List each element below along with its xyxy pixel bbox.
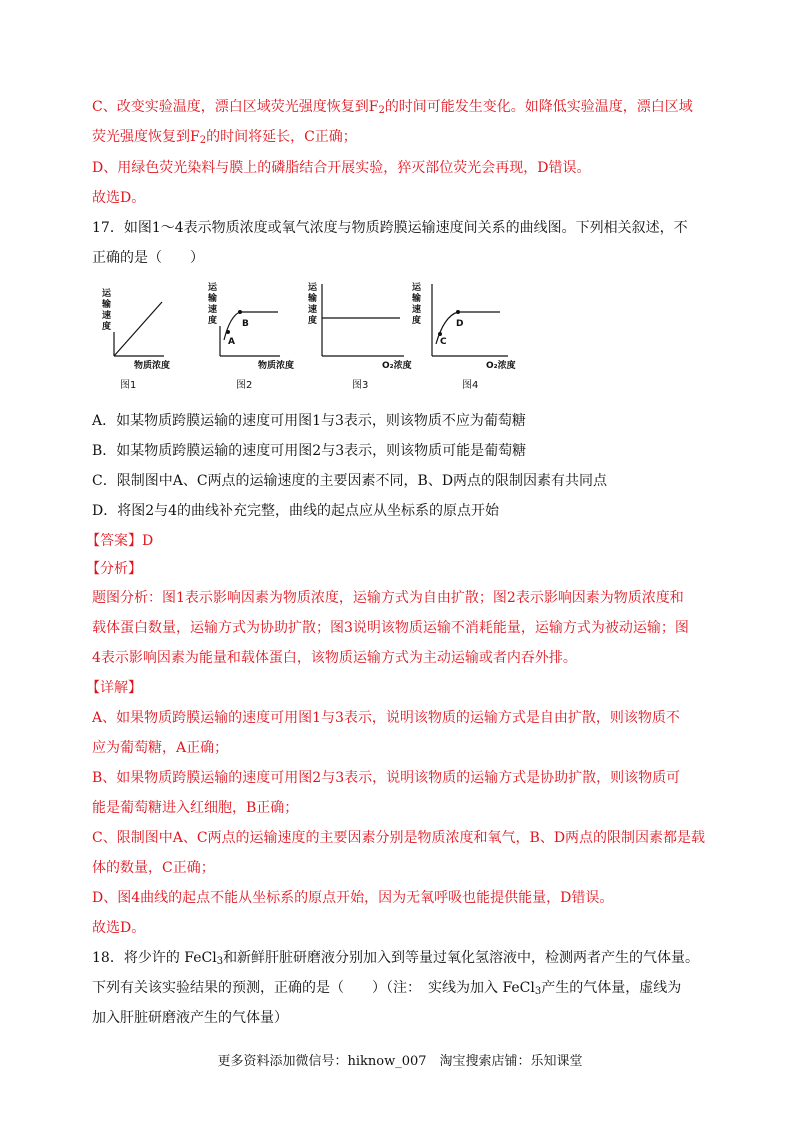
q17-analysis-2: 载体蛋白数量，运输方式为协助扩散；图3说明该物质运输不消耗能量，运输方式为被动运输；图 xyxy=(92,620,689,636)
figure-3 xyxy=(308,280,418,404)
q18-stem-line3: 加入肝脏研磨液产生的气体量） xyxy=(92,1010,288,1026)
q17-detail-2: 应为葡萄糖，A正确； xyxy=(92,740,229,756)
fig3-ylabel-3: 速 xyxy=(308,305,318,315)
fig3-ylabel-2: 输 xyxy=(308,294,318,304)
fig1-ylabel-3: 速 xyxy=(102,311,112,321)
page-footer: 更多资料添加微信号：hiknow_007 淘宝搜索店铺：乐知课堂 xyxy=(217,1054,583,1069)
fig1-ylabel-1: 运 xyxy=(102,289,112,299)
q17-stem-line1: 17．如图1～4表示物质浓度或氧气浓度与物质跨膜运输速度间关系的曲线图。下列相关叙述，不 xyxy=(92,220,688,236)
q17-detail-3: B、如果物质跨膜运输的速度可用图2与3表示，说明该物质的运输方式是协助扩散，则该物质可 xyxy=(92,770,681,786)
fig1-curve xyxy=(114,302,162,356)
q17-detail-5: C、限制图中A、C两点的运输速度的主要因素分别是物质浓度和氧气，B、D两点的限制因素都是载 xyxy=(92,830,706,846)
q17-analysis-title: 【分析】 xyxy=(86,561,142,577)
fig2-caption: 图2 xyxy=(236,380,253,391)
fig2-curve xyxy=(224,312,278,340)
fig4-ylabel-1: 运 xyxy=(412,283,422,293)
fig2-ylabel-4: 度 xyxy=(208,316,218,326)
q17-stem-line2: 正确的是（ ） xyxy=(92,250,204,266)
q17-option-c: C．限制图中A、C两点的运输速度的主要因素不同，B、D两点的限制因素有共同点 xyxy=(92,473,608,489)
q18-stem-line1: 18．将少许的 FeCl$_3$和新鲜肝脏研磨液分别加入到等量过氧化氢溶液中，检测两者产生的气体量。 xyxy=(92,950,700,967)
fig1-ylabel-4: 度 xyxy=(102,322,112,332)
fig2-ylabel-2: 输 xyxy=(208,294,218,304)
explanation-d: D、用绿色荧光染料与膜上的磷脂结合开展实验，猝灭部位荧光会再现，D错误。 xyxy=(92,160,591,176)
q17-detail-1: A、如果物质跨膜运输的速度可用图1与3表示，说明该物质的运输方式是自由扩散，则该物质不 xyxy=(92,710,680,726)
q17-detail-6: 体的数量，C正确； xyxy=(92,860,215,876)
q17-option-a: A．如某物质跨膜运输的速度可用图1与3表示，则该物质不应为葡萄糖 xyxy=(92,413,526,429)
fig2-point-a xyxy=(226,330,230,334)
fig2-label-a: A xyxy=(228,337,235,347)
fig2-label-b: B xyxy=(242,319,249,329)
q17-detail-4: 能是葡萄糖进入红细胞，B正确； xyxy=(92,800,299,816)
q17-analysis-3: 4表示影响因素为能量和载体蛋白，该物质运输方式为主动运输或者内吞外排。 xyxy=(92,650,577,666)
fig2-xlabel: 物质浓度 xyxy=(258,361,295,371)
explanation-c-line2: 荧光强度恢复到$F_2$的时间将延长，C正确； xyxy=(92,129,357,146)
q17-conclusion: 故选D。 xyxy=(92,920,146,936)
fig3-xlabel: O₂浓度 xyxy=(382,361,412,371)
fig2-point-b xyxy=(238,310,242,314)
fig4-label-c: C xyxy=(440,337,447,347)
q17-analysis-1: 题图分析：图1表示影响因素为物质浓度，运输方式为自由扩散；图2表示影响因素为物质浓度和 xyxy=(92,590,684,606)
q17-detail-title: 【详解】 xyxy=(86,680,142,696)
figure-4 xyxy=(412,280,522,404)
conclusion-16: 故选D。 xyxy=(92,190,146,206)
q17-option-b: B．如某物质跨膜运输的速度可用图2与3表示，则该物质可能是葡萄糖 xyxy=(92,443,527,459)
q17-option-d: D．将图2与4的曲线补充完整，曲线的起点应从坐标系的原点开始 xyxy=(92,503,500,519)
fig4-ylabel-4: 度 xyxy=(412,316,422,326)
explanation-c-line1: C、改变实验温度，漂白区域荧光强度恢复到$F_2$的时间可能发生变化。如降低实验温度，漂白区域 xyxy=(92,99,693,116)
fig1-caption: 图1 xyxy=(120,380,137,391)
fig4-ylabel-3: 速 xyxy=(412,305,422,315)
fig1-ylabel-2: 输 xyxy=(102,300,112,310)
q17-answer: 【答案】D xyxy=(86,533,154,549)
fig4-label-d: D xyxy=(456,319,464,329)
figure-1 xyxy=(92,280,192,404)
fig4-point-d xyxy=(456,310,460,314)
fig3-ylabel-4: 度 xyxy=(308,316,318,326)
figure-2 xyxy=(200,280,300,404)
fig1-xlabel: 物质浓度 xyxy=(134,361,171,371)
fig3-caption: 图3 xyxy=(352,380,369,391)
q17-detail-7: D、图4曲线的起点不能从坐标系的原点开始，因为无氧呼吸也能提供能量，D错误。 xyxy=(92,890,614,906)
fig2-ylabel-3: 速 xyxy=(208,305,218,315)
fig4-caption: 图4 xyxy=(462,380,479,391)
fig4-xlabel: O₂浓度 xyxy=(486,361,516,371)
fig4-ylabel-2: 输 xyxy=(412,294,422,304)
fig4-point-c xyxy=(438,332,442,336)
fig2-ylabel-1: 运 xyxy=(208,283,218,293)
fig3-ylabel-1: 运 xyxy=(308,283,318,293)
q18-stem-line2: 下列有关该实验结果的预测，正确的是（ ）（注： 实线为加入 FeCl$_3$产生的气体量，虚线为 xyxy=(92,980,682,997)
